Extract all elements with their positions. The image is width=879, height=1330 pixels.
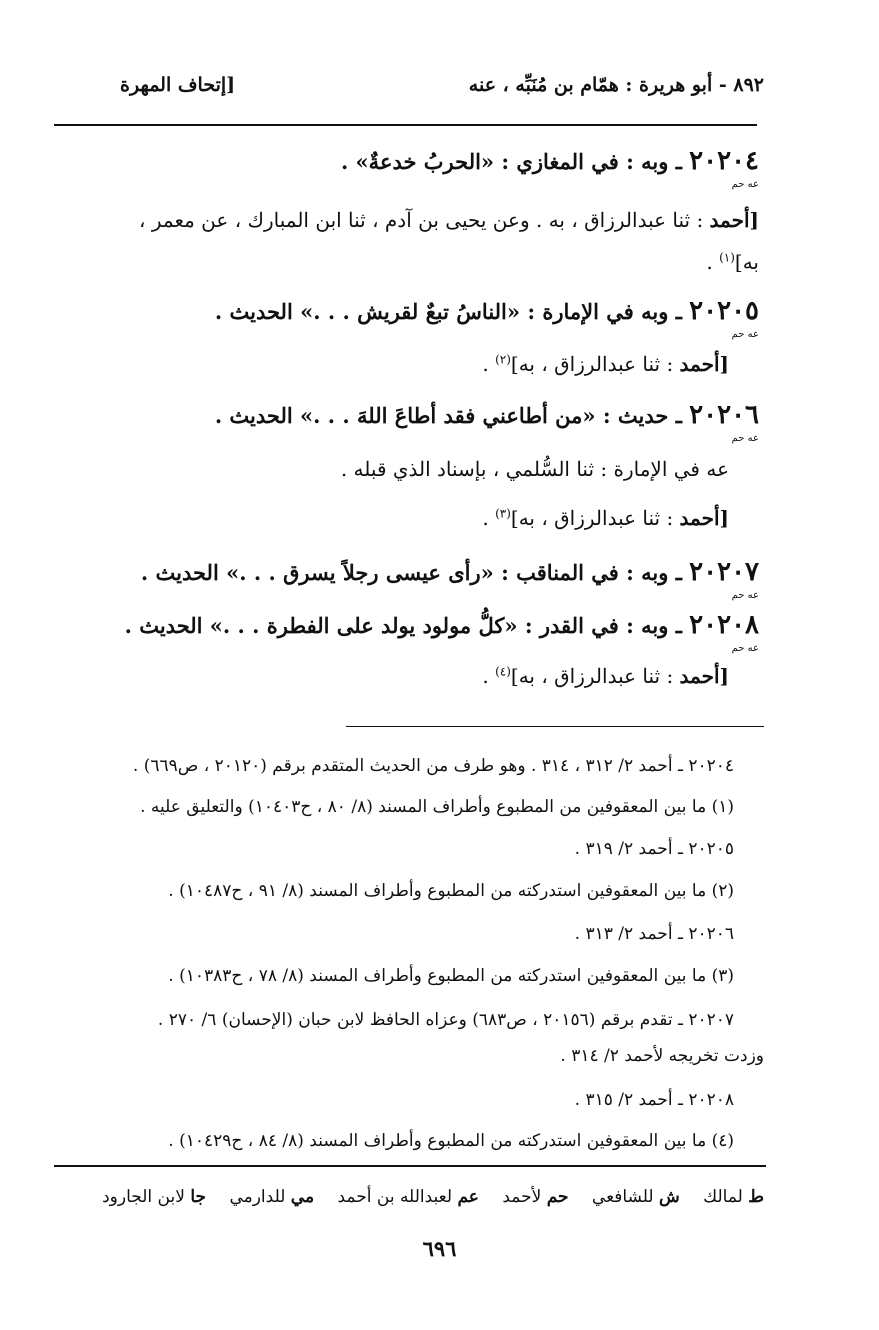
isnad-text: : ثنا عبدالرزاق ، به] <box>510 664 680 688</box>
isnad-line <box>482 664 729 688</box>
isnad-text: عه في الإمارة : ثنا السُّلمي ، بإسناد الذي قبله . <box>340 457 729 481</box>
siglum-code: جا <box>190 1187 207 1207</box>
hadith-number: ٢٠٢٠٥ عه حم <box>689 296 759 340</box>
footnote-ref: (٣) <box>495 506 511 521</box>
footnote-ref: (٤) <box>495 664 511 679</box>
siglum <box>102 1187 206 1207</box>
header-rule <box>54 124 757 126</box>
siglum-code: حم <box>546 1187 569 1207</box>
header-book-name: [إتحاف المهرة <box>120 74 236 96</box>
footnote-line: وزدت تخريجه لأحمد ٢/ ٣١٤ . <box>560 1046 764 1066</box>
hadith-text: ـ حديث : «من أطاعني فقد أطاعَ اللهَ . . .» الحديث . <box>214 403 682 428</box>
footnote-ref: (١) <box>719 250 735 265</box>
sigla-rule <box>54 1165 766 1167</box>
footnote-rule <box>346 726 764 727</box>
footnote-line: (٢) ما بين المعقوفين استدركته من المطبوع وأطراف المسند (٨/ ٩١ ، ح١٠٤٨٧) . <box>168 881 734 901</box>
siglum <box>502 1187 568 1207</box>
source-name: [أحمد <box>679 664 729 688</box>
isnad-tail: . <box>482 664 496 688</box>
isnad-line <box>482 352 729 376</box>
isnad-text: : ثنا عبدالرزاق ، به . وعن يحيى بن آدم ، ثنا ابن المبارك ، عن معمر ، <box>139 208 710 232</box>
siglum-code: مي <box>290 1187 315 1207</box>
footnote-line: ٢٠٢٠٥ ـ أحمد ٢/ ٣١٩ . <box>574 839 734 859</box>
source-marker: عه حم <box>731 590 759 601</box>
hadith-text: ـ وبه : في المغازي : «الحربُ خدعةٌ» . <box>340 149 682 174</box>
hadith-entry <box>214 296 759 340</box>
hadith-entry <box>340 146 759 190</box>
siglum <box>592 1187 680 1207</box>
siglum-label: لابن الجارود <box>102 1187 185 1207</box>
isnad-text: : ثنا عبدالرزاق ، به] <box>510 352 680 376</box>
isnad-text: به] <box>734 250 759 274</box>
siglum-label: لمالك <box>703 1187 743 1207</box>
siglum-label: لعبدالله بن أحمد <box>337 1187 453 1207</box>
page-number: ٦٩٦ <box>422 1236 457 1261</box>
siglum-label: للشافعي <box>591 1187 654 1207</box>
siglum-code: ش <box>658 1187 680 1207</box>
hadith-number: ٢٠٢٠٤ عه حم <box>689 146 759 190</box>
footnote-line: ٢٠٢٠٦ ـ أحمد ٢/ ٣١٣ . <box>574 924 734 944</box>
footnote-line: (٤) ما بين المعقوفين استدركته من المطبوع وأطراف المسند (٨/ ٨٤ ، ح١٠٤٢٩) . <box>168 1131 734 1151</box>
hadith-number: ٢٠٢٠٦ عه حم <box>689 400 759 444</box>
source-marker: عه حم <box>731 643 759 654</box>
siglum <box>703 1187 764 1207</box>
hadith-text: ـ وبه في الإمارة : «الناسُ تبعٌ لقريش . . .» الحديث . <box>214 299 682 324</box>
hadith-entry <box>140 557 759 601</box>
isnad-line <box>482 506 729 530</box>
isnad-line <box>139 208 759 232</box>
source-name: [أحمد <box>679 352 729 376</box>
source-marker: عه حم <box>731 179 759 190</box>
siglum-label: للدارمي <box>229 1187 286 1207</box>
hadith-entry <box>214 400 759 444</box>
source-marker: عه حم <box>731 329 759 340</box>
isnad-text: : ثنا عبدالرزاق ، به] <box>510 506 680 530</box>
siglum-code: ط <box>748 1187 764 1207</box>
isnad-line <box>706 250 759 274</box>
isnad-tail: . <box>482 352 496 376</box>
running-header <box>120 74 764 108</box>
footnote-line: (١) ما بين المعقوفين من المطبوع وأطراف المسند (٨/ ٨٠ ، ح١٠٤٠٣) والتعليق عليه . <box>140 797 734 817</box>
hadith-text: ـ وبه : في القدر : «كلُّ مولود يولد على الفطرة . . .» الحديث . <box>124 613 682 638</box>
isnad-tail: . <box>706 250 720 274</box>
footnote-line: ٢٠٢٠٧ ـ تقدم برقم (٢٠١٥٦ ، ص٦٨٣) وعزاه الحافظ لابن حبان (الإحسان) ٦/ ٢٧٠ . <box>157 1010 734 1030</box>
hadith-text: ـ وبه : في المناقب : «رأى عيسى رجلاً يسرق . . .» الحديث . <box>140 560 682 585</box>
hadith-entry <box>124 610 759 654</box>
isnad-line <box>341 457 729 481</box>
header-title: ٨٩٢ - أبو هريرة : همّام بن مُنَبِّه ، عنه <box>468 74 764 96</box>
source-name: [أحمد <box>679 506 729 530</box>
siglum <box>229 1187 314 1207</box>
sigla-legend <box>54 1187 764 1207</box>
footnote-line: ٢٠٢٠٨ ـ أحمد ٢/ ٣١٥ . <box>574 1090 734 1110</box>
siglum-label: لأحمد <box>502 1187 542 1207</box>
hadith-number: ٢٠٢٠٨ عه حم <box>689 610 759 654</box>
isnad-tail: . <box>482 506 496 530</box>
siglum-code: عم <box>457 1187 479 1207</box>
footnote-ref: (٢) <box>495 352 511 367</box>
source-name: [أحمد <box>709 208 759 232</box>
siglum <box>337 1187 478 1207</box>
footnote-line: (٣) ما بين المعقوفين استدركته من المطبوع وأطراف المسند (٨/ ٧٨ ، ح١٠٣٨٣) . <box>168 966 734 986</box>
hadith-number: ٢٠٢٠٧ عه حم <box>689 557 759 601</box>
source-marker: عه حم <box>731 433 759 444</box>
footnote-line: ٢٠٢٠٤ ـ أحمد ٢/ ٣١٢ ، ٣١٤ . وهو طرف من الحديث المتقدم برقم (٢٠١٢٠ ، ص٦٦٩) . <box>132 756 734 776</box>
